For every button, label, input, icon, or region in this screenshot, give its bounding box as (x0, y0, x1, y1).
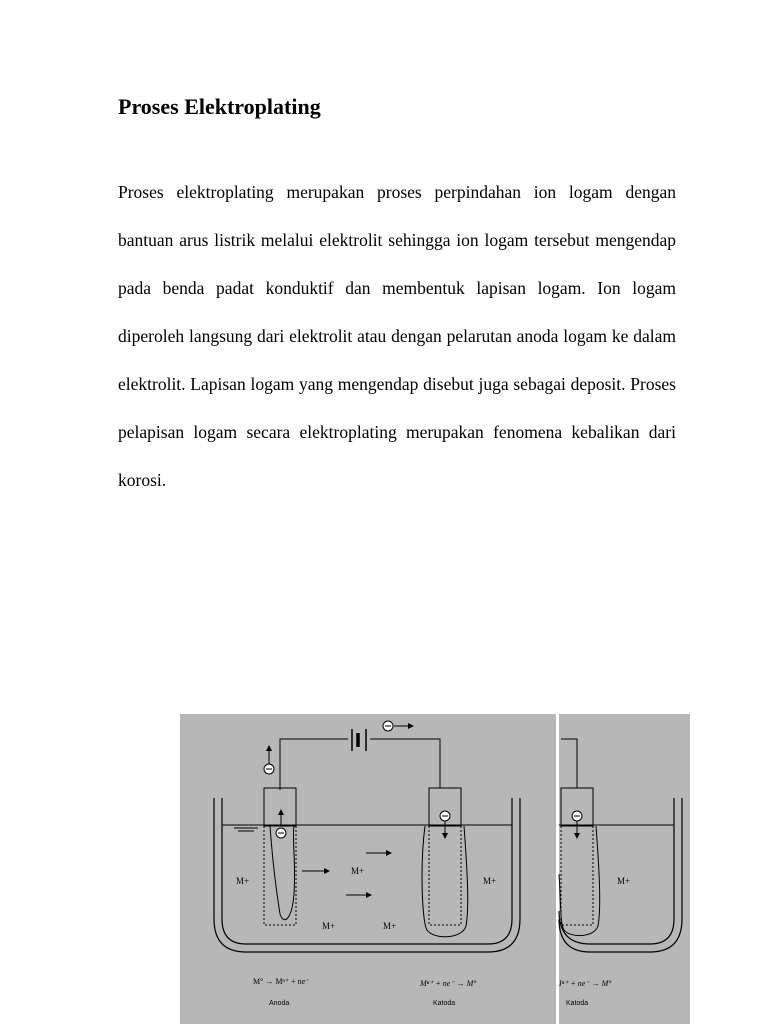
ion-label: M+ (236, 876, 250, 886)
electroplating-figure (180, 714, 690, 1024)
panel-seam (556, 714, 559, 1024)
body-paragraph: Proses elektroplating merupakan proses perpindahan ion logam dengan bantuan arus listrik melalui elektrolit sehingga ion logam tersebut mengendap pada benda padat konduktif dan membentuk lapisan logam. Ion logam diperoleh langsung dari elektrolit atau dengan pelarutan anoda logam ke dalam elektrolit. Lapisan logam yang mengendap disebut juga sebagai deposit. Proses pelapisan logam secara elektroplating merupakan fenomena kebalikan dari korosi. (118, 182, 676, 490)
cathode-equation: Mⁿ⁺ + ne⁻ → M° (420, 979, 477, 988)
cathode-equation-cropped: Iⁿ⁺ + ne⁻ → M° (559, 979, 612, 988)
page-title: Proses Elektroplating (118, 94, 321, 119)
anode-caption: Anoda (269, 1000, 290, 1007)
ion-label: M+ (617, 876, 631, 886)
anode-equation: M° → Mⁿ⁺ + ne⁻ (253, 977, 310, 986)
cathode-caption: Katoda (433, 1000, 456, 1007)
ion-label: M+ (322, 921, 336, 931)
ion-label: M+ (351, 866, 365, 876)
ion-label: M+ (483, 876, 497, 886)
ion-label: M+ (383, 921, 397, 931)
electroplating-diagram (180, 714, 690, 1024)
cathode-caption: Katoda (566, 1000, 589, 1007)
